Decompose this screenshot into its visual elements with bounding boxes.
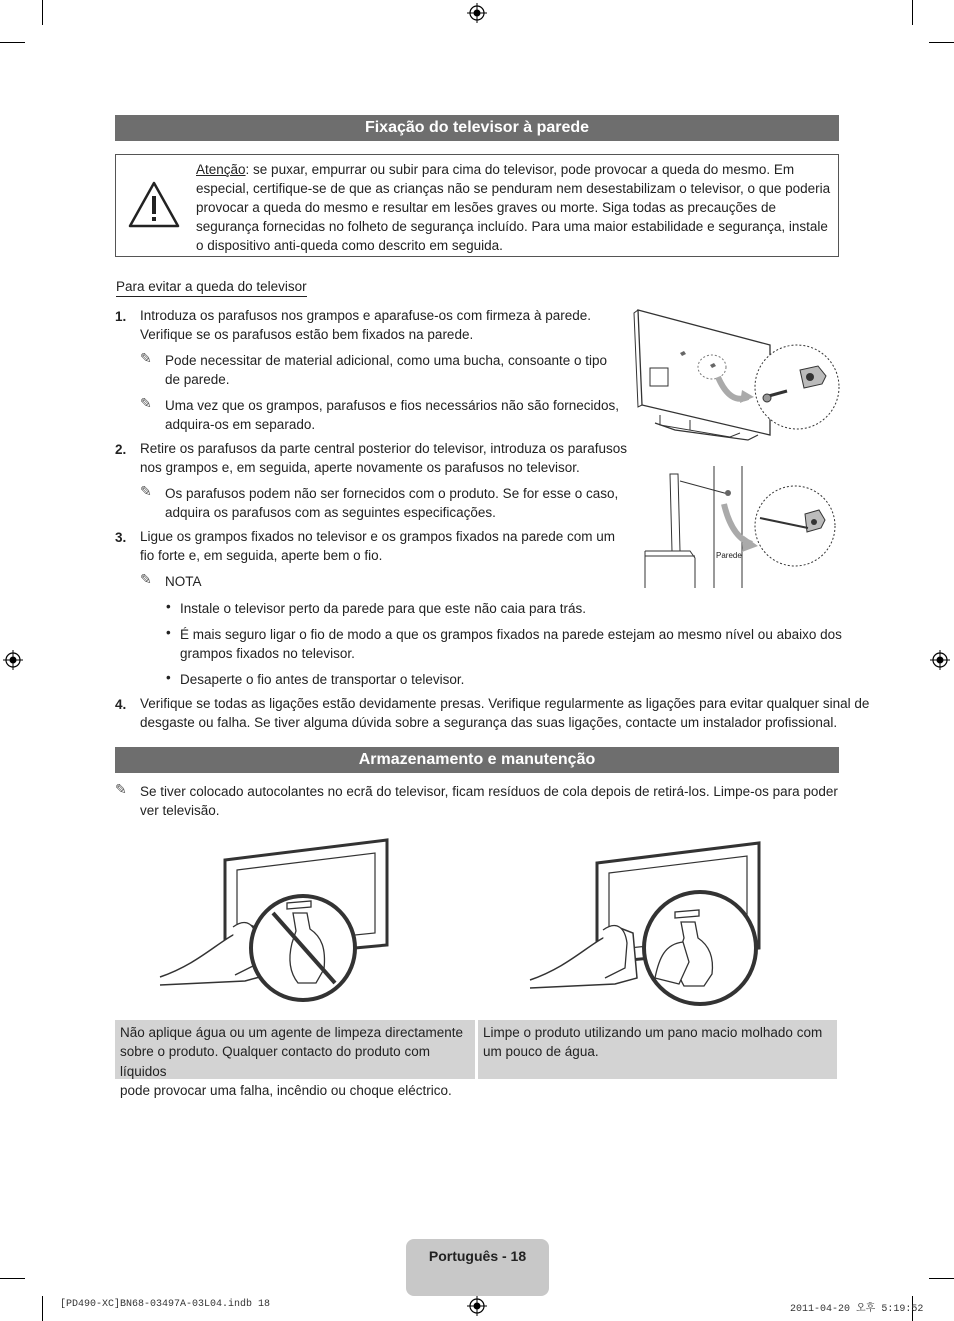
bullet-line: grampos fixados no televisor. <box>180 646 355 661</box>
step-line: fio forte e, em seguida, aperte bem o fio. <box>140 548 383 563</box>
crop-mark <box>0 42 25 43</box>
pencil-note-icon: ✎ <box>140 395 152 411</box>
warning-body: : se puxar, empurrar ou subir para cima do televisor, pode provocar a queda do mesmo. Em especial, certifique-se de que as crianças não se penduram nem desestabilizam o televisor, o que poderia provocar a queda do mesmo e resultar em lesões graves ou morte. Siga todas as precauções de segurança fornecidas no folheto de segurança incluído. Para uma maior estabilidade e segurança, instale o dispositivo anti-queda como descrito em seguida. <box>196 162 831 253</box>
pencil-note-icon: ✎ <box>140 350 152 366</box>
caption-line: Limpe o produto utilizando um pano macio molhado com <box>483 1025 823 1040</box>
step-number: 1. <box>115 309 127 324</box>
note-line: Uma vez que os grampos, parafusos e fios necessários não são fornecidos, <box>165 398 619 413</box>
caption-box-right <box>478 1020 837 1079</box>
bullet-line: Desaperte o fio antes de transportar o televisor. <box>180 672 465 687</box>
step-line: Introduza os parafusos nos grampos e aparafuse-os com firmeza à parede. <box>140 308 591 323</box>
date-slug: 2011-04-20 오후 5:19:52 <box>790 1304 924 1315</box>
tv-back-bracket-illustration <box>630 305 842 445</box>
file-slug: [PD490-XC]BN68-03497A-03L04.indb 18 <box>60 1299 271 1310</box>
pencil-note-icon: ✎ <box>140 571 152 587</box>
crop-mark <box>912 0 913 25</box>
step-line: Verifique se todas as ligações estão devidamente presas. Verifique regularmente as ligações para evitar qualquer sinal de <box>140 696 870 711</box>
registration-mark-icon <box>467 1296 487 1316</box>
crop-mark <box>0 1278 25 1279</box>
registration-mark-icon <box>467 3 487 23</box>
page-label: Português - 18 <box>428 1248 527 1264</box>
bullet-dot: • <box>166 599 171 614</box>
crop-mark <box>42 0 43 25</box>
nota-label: NOTA <box>165 574 202 589</box>
note-line: de parede. <box>165 372 230 387</box>
caption-line: sobre o produto. Qualquer contacto do produto com líquidos <box>120 1044 430 1079</box>
step-line: nos grampos e, em seguida, aperte novamente os parafusos no televisor. <box>140 460 580 475</box>
note-line: Se tiver colocado autocolantes no ecrã do televisor, ficam resíduos de cola depois de retirá-los. Limpe-os para poder <box>140 784 838 799</box>
step-number: 3. <box>115 530 127 545</box>
note-line: ver televisão. <box>140 803 220 818</box>
registration-mark-icon <box>930 650 950 670</box>
cleaning-allowed-illustration <box>525 838 770 1008</box>
page-number-tab <box>406 1239 549 1296</box>
caption-box-left <box>115 1020 475 1098</box>
bullet-line: Instale o televisor perto da parede para que este não caia para trás. <box>180 601 587 616</box>
step-line: Retire os parafusos da parte central posterior do televisor, introduza os parafusos <box>140 441 628 456</box>
cleaning-prohibited-illustration <box>155 835 400 1005</box>
warning-triangle-icon <box>127 180 181 230</box>
warning-label: Atenção <box>196 162 246 177</box>
bullet-dot: • <box>166 670 171 685</box>
caption-line: pode provocar uma falha, incêndio ou choque eléctrico. <box>120 1082 452 1098</box>
step-line: Ligue os grampos fixados no televisor e os grampos fixados na parede com um <box>140 529 616 544</box>
note-line: adquira-os em separado. <box>165 417 316 432</box>
note-line: Os parafusos podem não ser fornecidos com o produto. Se for esse o caso, <box>165 486 619 501</box>
note-line: Pode necessitar de material adicional, como uma bucha, consoante o tipo <box>165 353 608 368</box>
step-line: Verifique se os parafusos estão bem fixados na parede. <box>140 327 474 342</box>
warning-text <box>196 160 832 255</box>
subheading: Para evitar a queda do televisor <box>116 279 307 297</box>
crop-mark <box>42 1296 43 1321</box>
caption-text <box>483 1023 822 1062</box>
pencil-note-icon: ✎ <box>140 483 152 499</box>
section-title-storage: Armazenamento e manutenção <box>115 747 839 773</box>
warning-box <box>115 154 839 257</box>
registration-mark-icon <box>3 650 23 670</box>
bullet-line: É mais seguro ligar o fio de modo a que os grampos fixados na parede estejam ao mesmo nível ou abaixo dos <box>180 627 842 642</box>
step-number: 4. <box>115 697 127 712</box>
crop-mark <box>929 1278 954 1279</box>
step-line: desgaste ou falha. Se tiver alguma dúvida sobre a segurança das suas ligações, contacte um instalador profissional. <box>140 715 838 730</box>
note-line: adquira os parafusos com as seguintes especificações. <box>165 505 496 520</box>
wall-label: Parede <box>716 551 742 560</box>
caption-line: Não aplique água ou um agente de limpeza directamente <box>120 1025 463 1040</box>
pencil-note-icon: ✎ <box>115 781 127 797</box>
step-number: 2. <box>115 442 127 457</box>
tv-side-wall-illustration <box>640 466 840 588</box>
crop-mark <box>929 42 954 43</box>
bullet-dot: • <box>166 625 171 640</box>
section-title-wall-mount: Fixação do televisor à parede <box>115 115 839 141</box>
caption-line: um pouco de água. <box>483 1044 599 1060</box>
caption-text <box>120 1023 475 1100</box>
